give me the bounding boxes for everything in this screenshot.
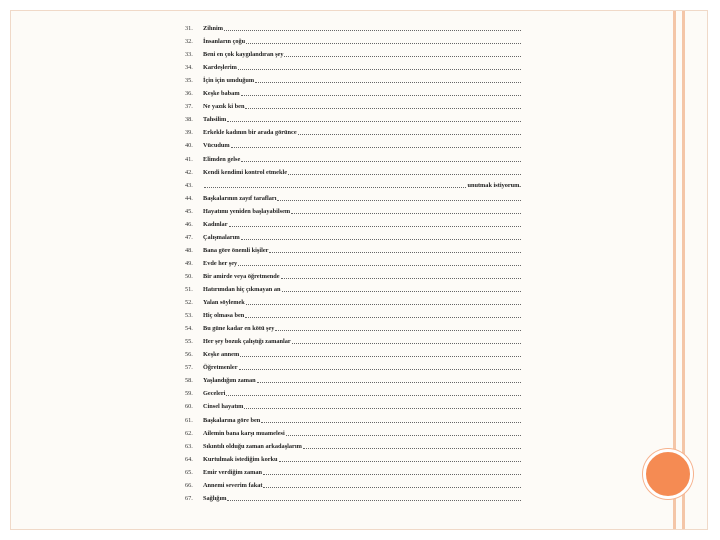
item-number: 43. [185, 181, 193, 189]
answer-blank[interactable] [231, 146, 521, 148]
sentence-item [185, 438, 521, 450]
answer-blank[interactable] [244, 407, 521, 409]
answer-blank[interactable] [277, 199, 521, 201]
item-stem: Ne yazık ki ben [203, 103, 245, 111]
sentence-item [185, 490, 521, 502]
item-number: 64. [185, 455, 193, 463]
item-number: 35. [185, 77, 193, 85]
answer-blank[interactable] [282, 290, 522, 292]
item-stem: Kurtulmak istediğim korku [203, 455, 278, 463]
item-stem: Vücudum [203, 142, 230, 150]
item-number: 66. [185, 481, 193, 489]
item-stem: Kardeşlerim [203, 64, 237, 72]
item-stem: Her şey bozuk çalıştığı zamanlar [203, 338, 291, 346]
item-stem: Yaşlandığım zaman [203, 377, 256, 385]
sentence-item [185, 33, 521, 45]
item-stem: Cinsel hayatım [203, 403, 244, 411]
sentence-item [185, 281, 521, 293]
item-number: 57. [185, 364, 193, 372]
answer-blank[interactable] [245, 107, 521, 109]
sentence-item [185, 451, 521, 463]
item-number: 65. [185, 468, 193, 476]
item-number: 33. [185, 51, 193, 59]
answer-blank[interactable] [227, 120, 521, 122]
sentence-item [185, 464, 521, 476]
sentence-item [185, 124, 521, 136]
sentence-item [185, 412, 521, 424]
item-stem: Keşke annem [203, 351, 240, 359]
item-number: 53. [185, 312, 193, 320]
sentence-item [185, 372, 521, 384]
item-stem: Sıkıntılı olduğu zaman arkadaşlarım [203, 442, 302, 450]
answer-blank[interactable] [263, 486, 521, 488]
answer-blank[interactable] [263, 473, 521, 475]
item-stem: Erkekle kadının bir arada görünce [203, 129, 297, 137]
answer-blank[interactable] [279, 460, 521, 462]
item-stem: Öğretmenler [203, 364, 238, 372]
questionnaire-sheet [185, 20, 521, 510]
sentence-item [185, 307, 521, 319]
sentence-item [185, 59, 521, 71]
sentence-item [185, 20, 521, 32]
item-number: 49. [185, 259, 193, 267]
answer-blank[interactable] [240, 355, 521, 357]
answer-blank[interactable] [288, 173, 521, 175]
item-stem: Hayatımı yeniden başlayabilsem [203, 207, 291, 215]
item-stem: Elimden gelse [203, 155, 241, 163]
sentence-item [185, 268, 521, 280]
item-stem: Başkalarının zayıf tarafları [203, 194, 277, 202]
item-stem: Emir verdiğim zaman [203, 468, 262, 476]
item-stem: Hatırımdan hiç çıkmayan an [203, 286, 281, 293]
answer-blank[interactable] [269, 251, 521, 253]
sentence-item [185, 190, 521, 202]
item-number: 32. [185, 38, 193, 46]
item-stem: Hiç olmasa ben [203, 312, 245, 320]
item-number: 60. [185, 403, 193, 411]
item-number: 37. [185, 103, 193, 111]
item-number: 54. [185, 325, 193, 333]
sentence-item [185, 216, 521, 228]
item-stem: Annemi severim fakat [203, 481, 263, 489]
item-number: 59. [185, 390, 193, 398]
item-stem: Zihnim [203, 25, 223, 32]
item-number: 36. [185, 90, 193, 98]
item-stem: İnsanların çoğu [203, 38, 246, 46]
sentence-item [185, 359, 521, 371]
item-number: 42. [185, 168, 193, 176]
sentence-item [185, 177, 521, 189]
answer-blank[interactable] [224, 29, 521, 31]
item-stem: Bir amirde veya öğretmende [203, 272, 280, 280]
sentence-item [185, 385, 521, 397]
item-stem: Çalışmalarım [203, 233, 240, 241]
answer-blank[interactable] [255, 81, 521, 83]
answer-blank[interactable] [238, 264, 521, 266]
answer-blank[interactable] [238, 68, 521, 70]
item-number: 52. [185, 299, 193, 307]
item-number: 61. [185, 416, 193, 424]
answer-blank[interactable] [241, 238, 521, 240]
item-number: 40. [185, 142, 193, 150]
item-stem: Sağlığım [203, 494, 227, 502]
answer-blank[interactable] [261, 421, 521, 423]
sentence-item [185, 111, 521, 123]
item-number: 48. [185, 246, 193, 254]
sentence-item [185, 72, 521, 84]
sentence-item [185, 242, 521, 254]
sentence-item [185, 425, 521, 437]
sentence-item [185, 164, 521, 176]
item-number: 31. [185, 25, 193, 32]
item-number: 62. [185, 429, 193, 437]
sentence-item [185, 151, 521, 163]
item-stem: İçin için umduğum [203, 77, 255, 85]
item-stem: Bana göre önemli kişiler [203, 246, 269, 254]
item-number: 41. [185, 155, 193, 163]
answer-blank[interactable] [303, 447, 521, 449]
sentence-item [185, 294, 521, 306]
item-stem: Evde her şey [203, 259, 238, 267]
item-number: 47. [185, 233, 193, 241]
sentence-item [185, 333, 521, 345]
item-number: 38. [185, 116, 193, 124]
item-stem: Yalan söylemek [203, 299, 245, 307]
answer-blank[interactable] [298, 133, 521, 135]
sentence-item [185, 320, 521, 332]
sentence-item [185, 346, 521, 358]
sentence-item [185, 477, 521, 489]
item-number: 45. [185, 207, 193, 215]
sentence-item [185, 203, 521, 215]
answer-blank[interactable] [241, 94, 521, 96]
answer-blank[interactable] [245, 316, 521, 318]
item-number: 63. [185, 442, 193, 450]
item-number: 50. [185, 272, 193, 280]
answer-blank[interactable] [239, 368, 521, 370]
item-number: 51. [185, 286, 193, 293]
answer-blank[interactable] [291, 212, 521, 214]
answer-blank[interactable] [284, 55, 521, 57]
item-stem: Başkalarına göre ben [203, 416, 261, 424]
answer-blank[interactable] [257, 381, 521, 383]
item-stem: Tahsilim [203, 116, 227, 124]
item-number: 34. [185, 64, 193, 72]
answer-blank[interactable] [292, 342, 521, 344]
answer-blank[interactable] [229, 225, 522, 227]
decorative-circle [643, 449, 693, 499]
item-stem: Geceleri [203, 390, 226, 398]
item-stem: Keşke babam [203, 90, 240, 98]
answer-blank[interactable] [246, 42, 521, 44]
item-number: 55. [185, 338, 193, 346]
item-stem: Ailemin bana karşı muamelesi [203, 429, 285, 437]
item-number: 58. [185, 377, 193, 385]
answer-blank[interactable] [246, 303, 521, 305]
sentence-item [185, 46, 521, 58]
item-stem: Kendi kendimi kontrol etmekle [203, 168, 288, 176]
item-stem: Bu güne kadar en kötü şey [203, 325, 275, 333]
answer-blank[interactable] [286, 434, 521, 436]
item-number: 46. [185, 220, 193, 228]
answer-blank[interactable] [241, 160, 521, 162]
sentence-item [185, 85, 521, 97]
item-number: 67. [185, 494, 193, 502]
item-number: 56. [185, 351, 193, 359]
sentence-item [185, 229, 521, 241]
item-number: 44. [185, 194, 193, 202]
sentence-item [185, 137, 521, 149]
sentence-item [185, 398, 521, 410]
item-stem: Kadınlar [203, 220, 228, 228]
answer-blank[interactable] [281, 277, 521, 279]
item-number: 39. [185, 129, 193, 137]
answer-blank[interactable] [227, 499, 521, 501]
item-suffix: unutmak istiyorum. [467, 181, 521, 189]
answer-blank[interactable] [275, 329, 521, 331]
answer-blank[interactable] [204, 186, 466, 188]
sentence-item [185, 255, 521, 267]
sentence-item [185, 98, 521, 110]
item-stem: Beni en çok kaygılandıran şey [203, 51, 284, 59]
answer-blank[interactable] [226, 394, 521, 396]
